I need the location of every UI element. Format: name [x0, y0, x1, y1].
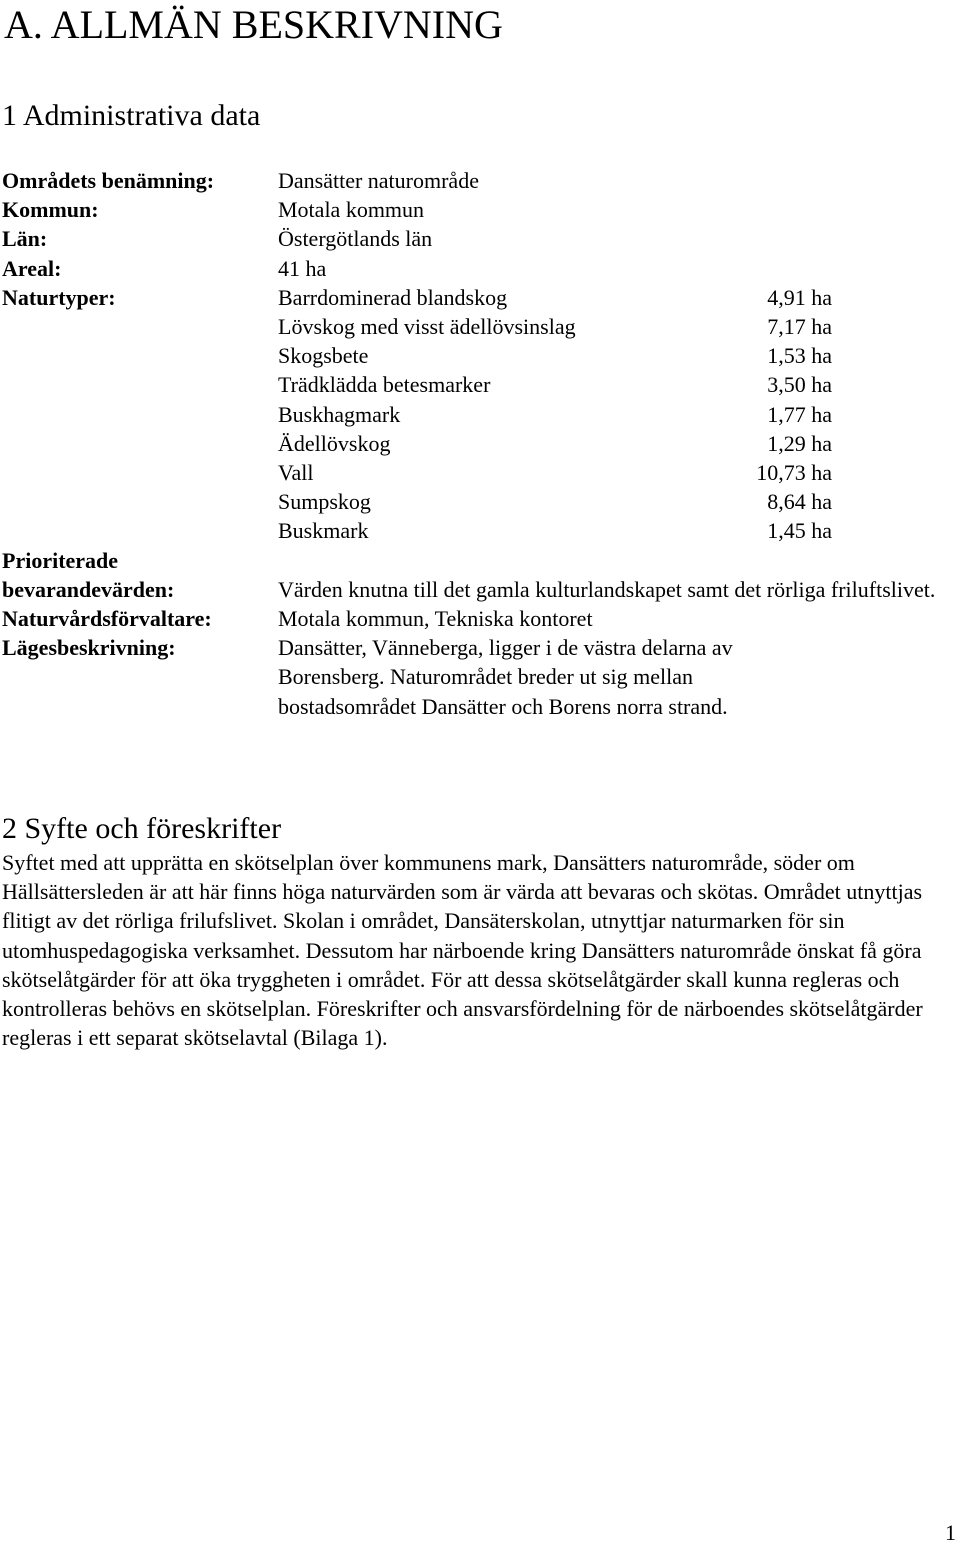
naturtyp-item	[278, 400, 942, 429]
prioriterade-row	[2, 546, 942, 604]
section-1-heading: 1 Administrativa data	[2, 99, 261, 132]
naturtyp-item	[278, 370, 942, 399]
section-2-heading: 2 Syfte och föreskrifter	[2, 812, 282, 845]
naturtyp-item	[278, 487, 942, 516]
kommun-label: Kommun:	[2, 197, 99, 223]
naturtyp-item	[278, 516, 942, 545]
naturtyp-area: 3,50 ha	[767, 372, 832, 398]
naturtyp-item	[278, 429, 942, 458]
kommun-row	[2, 195, 942, 224]
lan-value: Östergötlands län	[278, 226, 433, 252]
forvaltare-row	[2, 604, 942, 633]
areal-value: 41 ha	[278, 255, 327, 281]
naturtyp-area: 7,17 ha	[767, 314, 832, 340]
omrade-label: Områdets benämning:	[2, 168, 215, 193]
naturtyper-list	[278, 283, 942, 546]
kommun-value: Motala kommun	[278, 197, 425, 223]
administrative-data	[2, 166, 942, 721]
areal-row	[2, 254, 942, 283]
naturtyp-area: 1,45 ha	[767, 518, 832, 544]
naturtyp-area: 4,91 ha	[767, 284, 832, 310]
naturtyp-item	[278, 458, 942, 487]
naturtyp-name: Trädklädda betesmarker	[278, 372, 491, 398]
naturtyper-label: Naturtyper:	[2, 284, 116, 310]
omrade-row	[2, 166, 942, 195]
lage-row	[2, 633, 942, 721]
areal-label: Areal:	[2, 255, 62, 281]
prioriterade-label	[2, 546, 278, 604]
page-number: 1	[945, 1520, 956, 1545]
naturtyp-area: 1,29 ha	[767, 430, 832, 456]
forvaltare-label: Naturvårdsförvaltare:	[2, 606, 212, 632]
prioriterade-value: Värden knutna till det gamla kulturlandskapet samt det rörliga friluftslivet.	[278, 576, 936, 602]
naturtyp-name: Buskhagmark	[278, 401, 401, 427]
omrade-value: Dansätter naturområde	[278, 168, 479, 193]
prioriterade-label-line-2: bevarandevärden:	[2, 576, 175, 602]
naturtyp-area: 1,77 ha	[767, 401, 832, 427]
forvaltare-value: Motala kommun, Tekniska kontoret	[278, 606, 593, 632]
naturtyp-name: Buskmark	[278, 518, 369, 544]
lan-row	[2, 224, 942, 253]
document-title: A. ALLMÄN BESKRIVNING	[4, 2, 503, 47]
naturtyp-item	[278, 341, 942, 370]
naturtyp-area: 1,53 ha	[767, 343, 832, 369]
naturtyp-name: Ädellövskog	[278, 430, 391, 456]
naturtyp-name: Vall	[278, 460, 314, 486]
naturtyp-area: 10,73 ha	[756, 460, 832, 486]
naturtyp-item	[278, 312, 942, 341]
naturtyp-name: Sumpskog	[278, 489, 371, 515]
lan-label: Län:	[2, 226, 48, 252]
lage-label: Lägesbeskrivning:	[2, 635, 176, 661]
lage-value: Dansätter, Vänneberga, ligger i de västra delarna av Borensberg. Naturområdet breder ut sig mellan bostadsområdet Dansätter och Borens norra strand.	[278, 635, 733, 719]
section-2-body: Syftet med att upprätta en skötselplan över kommunens mark, Dansätters naturområde, söder om Hällsättersleden är att här finns höga naturvärden som är värda att bevaras och skötas. Området utnyttjas flitigt av det rörliga frilufslivet. Skolan i området, Dansäterskolan, utnyttjar naturmarken för sin utomhuspedagogiska verksamhet. Dessutom har närboende kring Dansätters naturområde önskat få göra skötselåtgärder för att öka tryggheten i området. För att dessa skötselåtgärder skall kunna regleras och kontrolleras behövs en skötselplan. Föreskrifter och ansvarsfördelning för de närboendes skötselåtgärder regleras i ett separat skötselavtal (Bilaga 1).	[2, 850, 923, 1051]
naturtyp-area: 8,64 ha	[767, 489, 832, 515]
naturtyper-row	[2, 283, 942, 546]
naturtyp-item	[278, 283, 942, 312]
naturtyp-name: Lövskog med visst ädellövsinslag	[278, 314, 576, 340]
naturtyp-name: Skogsbete	[278, 343, 369, 369]
prioriterade-label-line-1: Prioriterade	[2, 547, 119, 573]
naturtyp-name: Barrdominerad blandskog	[278, 284, 508, 310]
